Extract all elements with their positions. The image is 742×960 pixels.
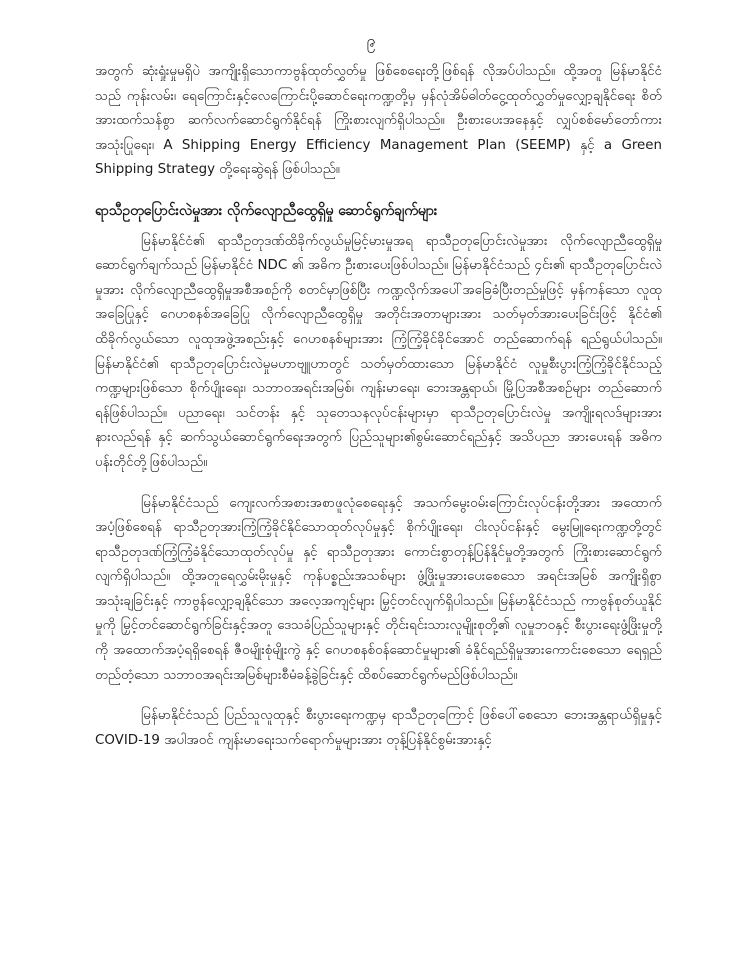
page-number: ၉	[366, 31, 376, 50]
paragraph-adaptation-priority: မြန်မာနိုင်ငံ၏ ရာသီဥတုဒဏ်ထိခိုက်လွယ်မှုမြင့်မားမှုအရ ရာသီဥတုပြောင်းလဲမှုအား လိုက်လျောညီထွေရှိမှု ဆောင်ရွက်ချက်သည် မြန်မာနိုင်ငံ NDC ၏ အဓိက ဦးစားပေးဖြစ်ပါသည်။ မြန်မာနိုင်ငံသည် ၄င်း၏ ရာသီဥတုပြောင်းလဲမှုအား လိုက်လျောညီထွေရှိမှုအစီအစဉ်ကို စတင်မှာဖြစ်ပြီး ကဏ္ဍလိုက်အပေါ်အခြေခံပြီးတည်မှုဖြင့် မှန်ကန်သော လူထုအခြေပြုနှင့် ဂေဟစနစ်အခြေပြု လိုက်လျောညီထွေရှိမှု အတိုင်းအတာများအား သတ်မှတ်အားပေးခြင်းဖြင့် နိုင်ငံ၏ ထိခိုက်လွယ်သော လူထုအဖွဲ့အစည်းနှင့် ဂေဟစနစ်များအား ကြံ့ကြံ့ခိုင်ခိုင်အောင် တည်ဆောက်ရန် ရည်ရွယ်ပါသည်။ မြန်မာနိုင်ငံ၏ ရာသီဥတုပြောင်းလဲမှုမဟာဗျူဟာတွင် သတ်မှတ်ထားသော မြန်မာနိုင်ငံ လူမှုစီးပွားကြံ့ကြံ့ခိုင်နိုင်သည့် ကဏ္ဍများဖြစ်သော စိုက်ပျိုးရေး၊ သဘာဝအရင်းအမြစ်၊ ကျန်းမာရေး၊ ဘေးအန္တရာယ်၊ မြို့ပြအစီအစဉ်များ တည်ဆောက်ရန်ဖြစ်ပါသည်။ ပညာရေး၊ သင်တန်း နှင့် သုတေသနလုပ်ငန်းများမှာ ရာသီဥတုပြောင်းလဲမှု အကျိုးရလဒ်များအား နားလည်ရန် နှင့် ဆက်သွယ်ဆောင်ရွက်ရေးအတွက် ပြည်သူများ၏စွမ်းဆောင်ရည်နှင့် အသိပညာ အားပေးရန် အဓိကပန်းတိုင်တို့ဖြစ်ပါသည်။	[95, 233, 662, 470]
paragraph-health-covid: မြန်မာနိုင်ငံသည် ပြည်သူလူထုနှင့် စီးပွားရေးကဏ္ဍမှ ရာသီဥတုကြောင့် ဖြစ်ပေါ်စေသော ဘေးအန္တရာယ်ရှိမှုနှင့် COVID-19 အပါအဝင် ကျန်းမာရေးသက်ရောက်မှုများအား တုန့်ပြန်နိုင်စွမ်းအားနှင့်	[95, 708, 662, 748]
section-heading-adaptation: ရာသီဥတုပြောင်းလဲမှုအား လိုက်လျောညီထွေရှိမှု ဆောင်ရွက်ချက်များ	[95, 202, 438, 219]
paragraph-emissions-transport: အတွက် ဆုံးရှုံးမှုမရှိပဲ အကျိုးရှိသောကာဗွန်ထုတ်လွှတ်မှု ဖြစ်စေရေးတို့ဖြစ်ရန် လိုအပ်ပါသည်။ ထို့အတူ မြန်မာနိုင်ငံသည် ကုန်းလမ်း၊ ရေကြောင်းနှင့်လေကြောင်းပို့ဆောင်ရေးကဏ္ဍတို့မှ မှန်လုံအိမ်ဓါတ်ငွေ့ထုတ်လွှတ်မှုလျှော့ချနိုင်ရေး စိတ်အားထက်သန်စွာ ဆက်လက်ဆောင်ရွက်နိုင်ရန် ကြိုးစားလျက်ရှိပါသည်။ ဦးစားပေးအနေနှင့် လျှပ်စစ်မော်တော်ကားအသုံးပြုရေး၊ A Shipping Energy Efficiency Management Plan (SEEMP) နှင့် a Green Shipping Strategy တို့ရေးဆွဲရန် ဖြစ်ပါသည်။	[95, 64, 662, 178]
paragraph-agriculture-resilience: မြန်မာနိုင်ငံသည် ကျေးလက်အစားအစာဖူလုံစေရေးနှင့် အသက်မွေးဝမ်းကြောင်းလုပ်ငန်းတို့အား အထောက်အပံ့ဖြစ်စေရန် ရာသီဥတုအားကြံ့ကြံ့ခိုင်နိုင်သောထုတ်လုပ်မှုနှင့် စိုက်ပျိုးရေး၊ ငါးလုပ်ငန်းနှင့် မွေးမြူရေးကဏ္ဍတို့တွင် ရာသီဥတုဒဏ်ကြံ့ကြံ့ခံနိုင်သောထုတ်လုပ်မှု နှင့် ရာသီဥတုအား ကောင်းစွာတုန့်ပြန်နိုင်မှုတို့အတွက် ကြိုးစားဆောင်ရွက်လျက်ရှိပါသည်။ ထို့အတူရေလွှမ်းမိုးမှုနှင့် ကုန်ပစ္စည်းအသစ်များ ဖွံ့ဖြိုးမှုအားပေးစေသော အရင်းအမြစ် အကျိုးရှိစွာအသုံးချခြင်းနှင့် ကာဗွန်လျှော့ချနိုင်သော အလေ့အကျင့်များ မြှင့်တင်လျက်ရှိပါသည်။ မြန်မာနိုင်ငံသည် ကာဗွန်စုတ်ယူနိုင်မှုကို မြှင့်တင်ဆောင်ရွက်ခြင်းနှင့်အတူ ဒေသခံပြည်သူများနှင့် တိုင်းရင်းသားလူမျိုးစုတို့၏ လူမှုဘဝနှင့် စီးပွားရေးဖွံ့ဖြိုးမှုတို့ကို အထောက်အပံ့ရရှိစေရန် ဇီဝမျိုးစုံမျိုးကွဲ နှင့် ဂေဟစနစ်ဝန်ဆောင်မှုများ၏ ခံနိုင်ရည်ရှိမှုအားကောင်းစေသော ရေရှည်တည်တံ့သော သဘာဝအရင်းအမြစ်များစီမံခန့်ခွဲခြင်းနှင့် ထိစပ်ဆောင်ရွက်မည်ဖြစ်ပါသည်။	[95, 495, 662, 683]
document-body	[95, 60, 662, 769]
